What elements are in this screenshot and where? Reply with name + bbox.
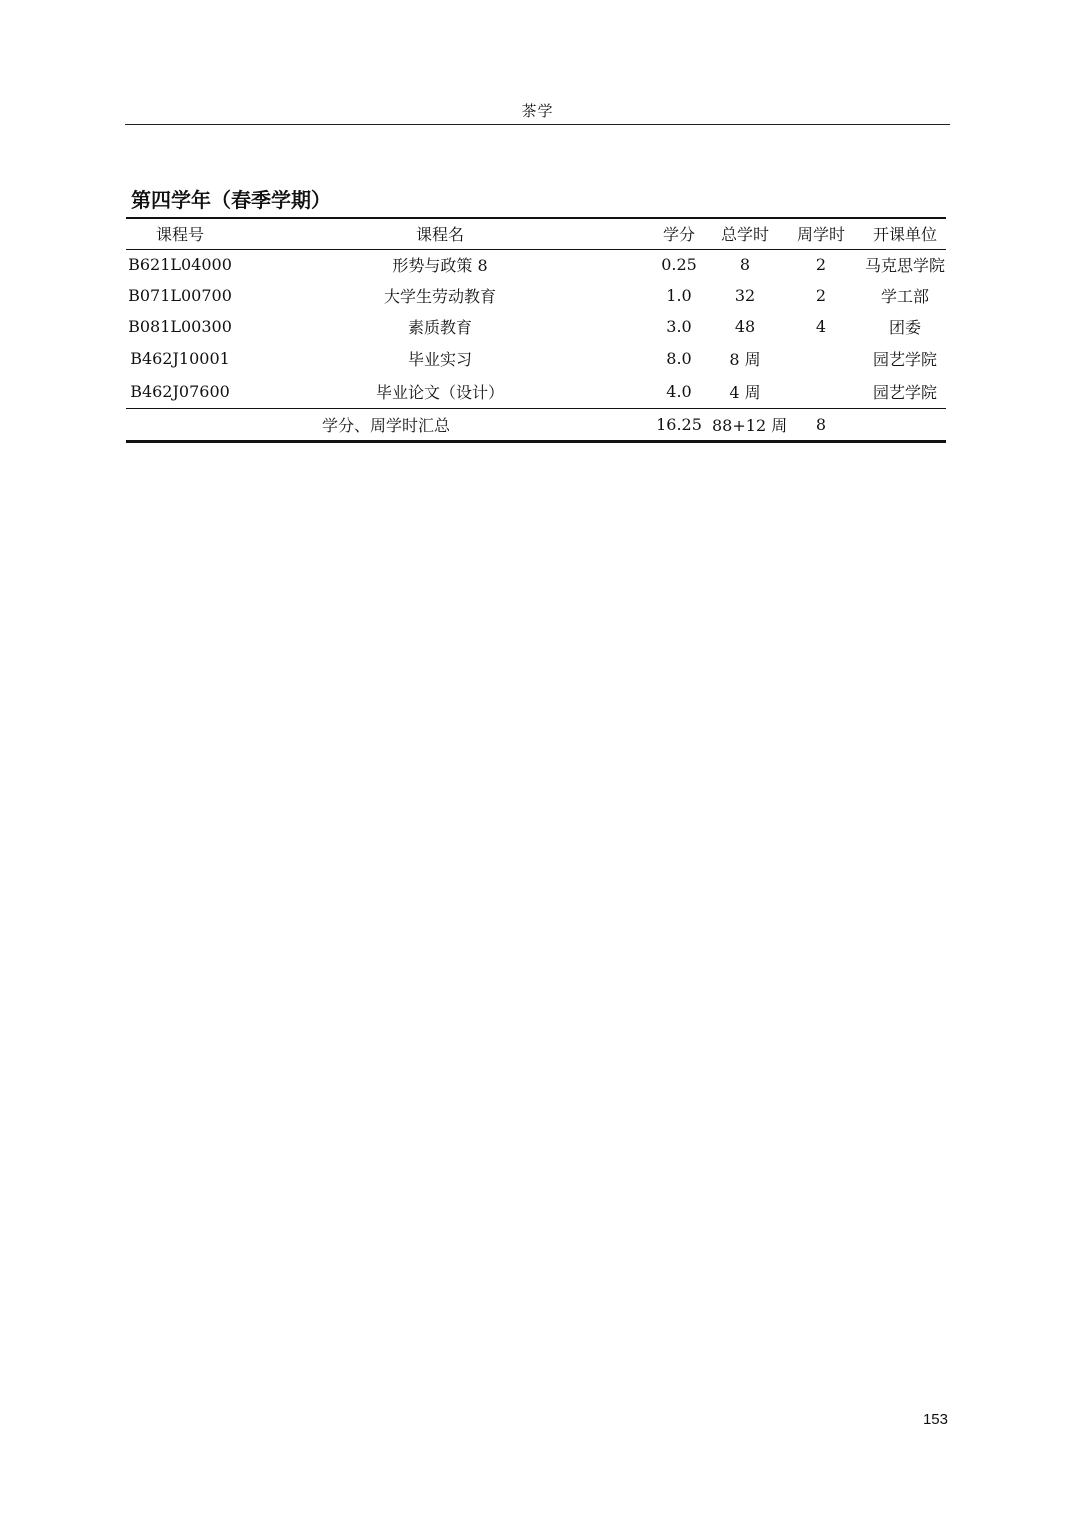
- total-hours: 8: [739, 255, 751, 275]
- table-row: [126, 342, 946, 375]
- weekly-hours: [778, 375, 864, 408]
- weekly-hours: [778, 342, 864, 375]
- table-row: [126, 311, 946, 342]
- weekly-hours: 4: [815, 317, 827, 336]
- table-row: [126, 375, 946, 408]
- total-hours: 8 周: [729, 350, 761, 369]
- credit: 8.0: [666, 349, 692, 368]
- column-header-department: 开课单位: [864, 218, 946, 249]
- summary-label: 学分、周学时汇总: [126, 408, 646, 441]
- department: 园艺学院: [872, 382, 937, 402]
- column-header-weekly-hours: 周学时: [778, 218, 864, 249]
- credit: 4.0: [666, 381, 692, 401]
- course-name: 形势与政策 8: [392, 256, 488, 276]
- column-header-course-name: 课程名: [234, 218, 646, 249]
- course-name: 素质教育: [407, 318, 472, 337]
- course-code: B462J10001: [130, 349, 230, 368]
- course-name: 毕业论文（设计）: [375, 382, 504, 402]
- credit: 3.0: [666, 317, 692, 336]
- page-number: 153: [922, 1411, 948, 1428]
- section-title: 第四学年（春季学期）: [131, 188, 331, 212]
- weekly-hours: 2: [815, 286, 827, 305]
- total-hours: 32: [734, 286, 756, 305]
- total-hours: 48: [734, 317, 756, 336]
- course-name: 毕业实习: [407, 350, 472, 369]
- running-header: 茶学: [125, 98, 950, 125]
- summary-department: [864, 408, 946, 441]
- table-header-row: [126, 218, 946, 249]
- summary-weekly-hours: 8: [778, 408, 864, 441]
- credit: 1.0: [666, 286, 692, 305]
- total-hours: 4 周: [729, 382, 761, 402]
- column-header-course-code: 课程号: [126, 218, 234, 249]
- department: 马克思学院: [864, 256, 945, 276]
- summary-total-hours: 88+12 周: [712, 408, 778, 441]
- course-name: 大学生劳动教育: [383, 287, 496, 306]
- department: 学工部: [880, 287, 929, 306]
- course-table: [126, 217, 946, 443]
- course-code: B462J07600: [130, 381, 230, 401]
- department: 园艺学院: [872, 350, 937, 369]
- course-code: B081L00300: [128, 317, 232, 336]
- course-code: B071L00700: [128, 286, 232, 305]
- course-code: B621L04000: [128, 255, 232, 275]
- weekly-hours: 2: [815, 255, 827, 275]
- table-row: [126, 249, 946, 280]
- department: 团委: [888, 318, 921, 337]
- summary-credit: 16.25: [646, 408, 712, 441]
- summary-row: [126, 408, 946, 441]
- credit: 0.25: [661, 255, 697, 275]
- column-header-total-hours: 总学时: [712, 218, 778, 249]
- table-row: [126, 280, 946, 311]
- column-header-credit: 学分: [646, 218, 712, 249]
